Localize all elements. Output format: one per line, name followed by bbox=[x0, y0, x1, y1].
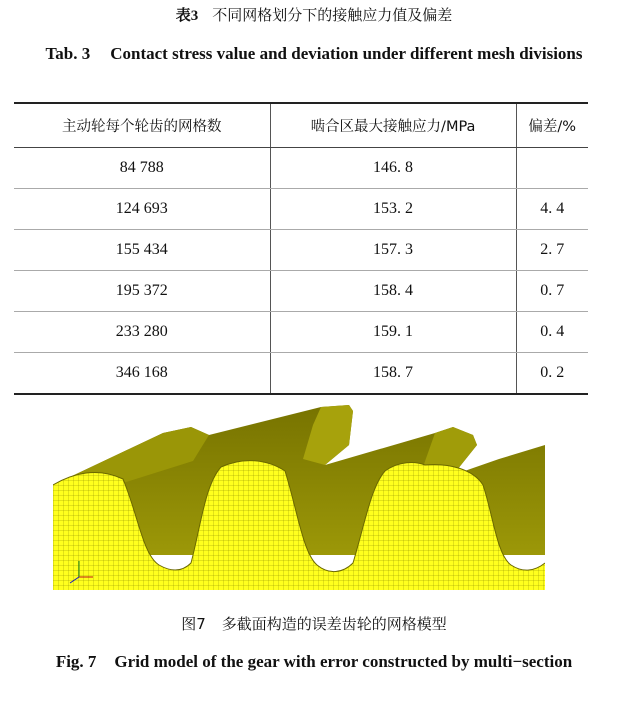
table-row bbox=[14, 148, 588, 189]
cell-mesh-count: 195 372 bbox=[14, 271, 270, 312]
cell-stress: 158. 7 bbox=[270, 353, 516, 395]
table-title-en: Contact stress value and deviation under different mesh divisions bbox=[110, 44, 583, 63]
table-caption-en bbox=[20, 38, 608, 69]
cell-deviation bbox=[516, 148, 588, 189]
cell-mesh-count: 233 280 bbox=[14, 312, 270, 353]
table-row bbox=[14, 312, 588, 353]
gear-mesh-figure bbox=[53, 405, 545, 590]
cell-deviation: 0. 2 bbox=[516, 353, 588, 395]
table-row bbox=[14, 271, 588, 312]
figure-title-en: Grid model of the gear with error constructed by multi−section bbox=[114, 652, 573, 671]
figure-caption-cn bbox=[0, 613, 628, 635]
table-caption-cn bbox=[0, 4, 628, 27]
cell-mesh-count: 346 168 bbox=[14, 353, 270, 395]
header-max-contact-stress: 啮合区最大接触应力/MPa bbox=[270, 103, 516, 148]
cell-deviation: 2. 7 bbox=[516, 230, 588, 271]
table-row bbox=[14, 353, 588, 395]
cell-stress: 153. 2 bbox=[270, 189, 516, 230]
table-label-cn: 表3 bbox=[175, 8, 199, 24]
cell-stress: 159. 1 bbox=[270, 312, 516, 353]
cell-stress: 157. 3 bbox=[270, 230, 516, 271]
figure-label-en: Fig. 7 bbox=[55, 652, 97, 671]
table-header-row bbox=[14, 103, 588, 148]
cell-mesh-count: 124 693 bbox=[14, 189, 270, 230]
table-row bbox=[14, 230, 588, 271]
table-title-cn: 不同网格划分下的接触应力值及偏差 bbox=[212, 6, 453, 24]
gear-mesh-illustration bbox=[53, 405, 545, 590]
cell-mesh-count: 155 434 bbox=[14, 230, 270, 271]
table-row bbox=[14, 189, 588, 230]
cell-stress: 146. 8 bbox=[270, 148, 516, 189]
figure-label-cn: 图7 bbox=[181, 615, 206, 633]
cell-stress: 158. 4 bbox=[270, 271, 516, 312]
cell-mesh-count: 84 788 bbox=[14, 148, 270, 189]
contact-stress-table bbox=[14, 102, 588, 395]
figure-title-cn: 多截面构造的误差齿轮的网格模型 bbox=[221, 615, 447, 633]
cell-deviation: 0. 7 bbox=[516, 271, 588, 312]
table-label-en: Tab. 3 bbox=[45, 44, 91, 63]
header-deviation: 偏差/% bbox=[516, 103, 588, 148]
cell-deviation: 4. 4 bbox=[516, 189, 588, 230]
figure-caption-en bbox=[20, 646, 608, 677]
cell-deviation: 0. 4 bbox=[516, 312, 588, 353]
header-mesh-count: 主动轮每个轮齿的网格数 bbox=[14, 103, 270, 148]
